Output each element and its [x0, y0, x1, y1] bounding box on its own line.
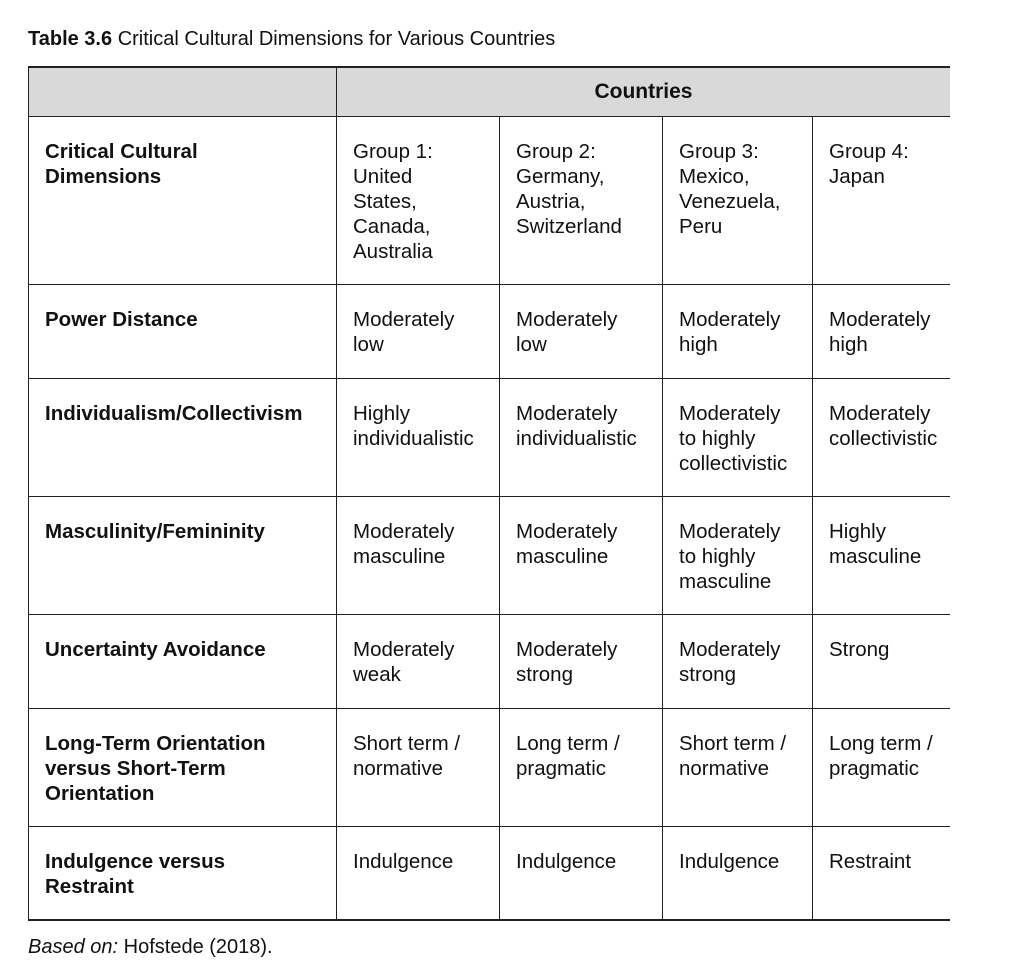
line: Highly — [353, 402, 410, 425]
dimension-cell — [28, 827, 337, 919]
group-row — [28, 117, 950, 285]
line: strong — [679, 663, 736, 686]
group-1-value-cell — [337, 709, 500, 826]
dimension-cell — [28, 709, 337, 826]
group-1-value-cell — [337, 497, 500, 614]
source-note — [28, 936, 273, 959]
group-2-value-cell — [500, 827, 663, 919]
group-2-value-cell — [500, 497, 663, 614]
line: normative — [353, 757, 444, 780]
line: Peru — [679, 215, 723, 238]
group-1-header — [337, 117, 500, 284]
line: Mexico, — [679, 165, 750, 188]
table-caption — [28, 28, 555, 51]
line: Australia — [353, 240, 433, 263]
dimension-column-header — [28, 117, 337, 284]
line: Power Distance — [45, 308, 198, 331]
line: individualistic — [353, 427, 474, 450]
line: Switzerland — [516, 215, 622, 238]
line: Canada, — [353, 215, 431, 238]
group-4-value-cell — [813, 827, 950, 919]
line: Uncertainty Avoidance — [45, 638, 266, 661]
line: Group 1: — [353, 140, 433, 163]
line: masculine — [353, 545, 446, 568]
group-1-value-cell — [337, 615, 500, 708]
line: Indulgence — [679, 850, 780, 873]
line: Moderately — [679, 638, 781, 661]
line: Moderately — [679, 402, 781, 425]
line: Japan — [829, 165, 885, 188]
line: Moderately — [829, 308, 931, 331]
line: collectivistic — [829, 427, 938, 450]
line: Indulgence — [353, 850, 454, 873]
dimension-cell — [28, 615, 337, 708]
line: Restraint — [45, 875, 134, 898]
countries-header: Countries — [594, 80, 693, 103]
line: masculine — [516, 545, 609, 568]
line: Moderately — [679, 520, 781, 543]
table-header-row — [28, 66, 950, 117]
line: Group 4: — [829, 140, 909, 163]
line: Moderately — [353, 520, 455, 543]
line: Indulgence — [516, 850, 617, 873]
line: Long term / — [516, 732, 620, 755]
line: United — [353, 165, 413, 188]
line: Masculinity/Femininity — [45, 520, 265, 543]
line: low — [353, 333, 384, 356]
table-row — [28, 615, 950, 709]
line: masculine — [679, 570, 772, 593]
line: versus Short-Term — [45, 757, 226, 780]
line: high — [679, 333, 718, 356]
line: collectivistic — [679, 452, 788, 475]
line: low — [516, 333, 547, 356]
group-4-value-cell — [813, 285, 950, 378]
line: Short term / — [353, 732, 461, 755]
line: Moderately — [829, 402, 931, 425]
group-2-value-cell — [500, 285, 663, 378]
group-1-value-cell — [337, 285, 500, 378]
line: Germany, — [516, 165, 605, 188]
table-body — [28, 285, 950, 921]
group-3-header — [663, 117, 813, 284]
line: strong — [516, 663, 573, 686]
line: Dimensions — [45, 165, 162, 188]
line: Strong — [829, 638, 890, 661]
line: Moderately — [516, 402, 618, 425]
group-3-value-cell — [663, 497, 813, 614]
line: individualistic — [516, 427, 637, 450]
line: Short term / — [679, 732, 787, 755]
line: Group 3: — [679, 140, 759, 163]
line: Moderately — [353, 308, 455, 331]
group-1-value-cell — [337, 379, 500, 496]
group-3-value-cell — [663, 285, 813, 378]
line: Long term / — [829, 732, 933, 755]
source-citation: Hofstede (2018). — [123, 936, 273, 958]
group-4-value-cell — [813, 709, 950, 826]
group-4-value-cell — [813, 379, 950, 496]
line: Group 2: — [516, 140, 596, 163]
line: States, — [353, 190, 417, 213]
group-4-header — [813, 117, 950, 284]
group-3-value-cell — [663, 615, 813, 708]
line: Venezuela, — [679, 190, 781, 213]
line: masculine — [829, 545, 922, 568]
dimension-cell — [28, 379, 337, 496]
table-row — [28, 709, 950, 827]
line: Moderately — [516, 308, 618, 331]
group-3-value-cell — [663, 709, 813, 826]
table-number: Table 3.6 — [28, 28, 113, 50]
group-2-value-cell — [500, 379, 663, 496]
line: Moderately — [353, 638, 455, 661]
line: to highly — [679, 545, 756, 568]
table-row — [28, 497, 950, 615]
table-row — [28, 285, 950, 379]
line: normative — [679, 757, 770, 780]
line: Moderately — [516, 638, 618, 661]
line: Austria, — [516, 190, 586, 213]
line: Highly — [829, 520, 886, 543]
group-1-value-cell — [337, 827, 500, 919]
group-3-value-cell — [663, 827, 813, 919]
line: Restraint — [829, 850, 912, 873]
table-row — [28, 827, 950, 921]
dimension-cell — [28, 285, 337, 378]
line: pragmatic — [516, 757, 607, 780]
line: Individualism/Collectivism — [45, 402, 303, 425]
line: high — [829, 333, 868, 356]
table-title: Critical Cultural Dimensions for Various Countries — [117, 28, 556, 50]
line: Moderately — [679, 308, 781, 331]
group-2-value-cell — [500, 709, 663, 826]
group-2-header — [500, 117, 663, 284]
line: pragmatic — [829, 757, 920, 780]
line: Moderately — [516, 520, 618, 543]
group-2-value-cell — [500, 615, 663, 708]
table-row — [28, 379, 950, 497]
source-prefix: Based on: — [28, 936, 119, 958]
group-4-value-cell — [813, 615, 950, 708]
line: to highly — [679, 427, 756, 450]
group-4-value-cell — [813, 497, 950, 614]
cultural-dimensions-table — [28, 66, 950, 921]
group-3-value-cell — [663, 379, 813, 496]
line: Long-Term Orientation — [45, 732, 266, 755]
line: Orientation — [45, 782, 155, 805]
line: Indulgence versus — [45, 850, 226, 873]
line: weak — [353, 663, 401, 686]
line: Critical Cultural — [45, 140, 198, 163]
header-blank-cell — [28, 68, 337, 116]
dimension-cell — [28, 497, 337, 614]
